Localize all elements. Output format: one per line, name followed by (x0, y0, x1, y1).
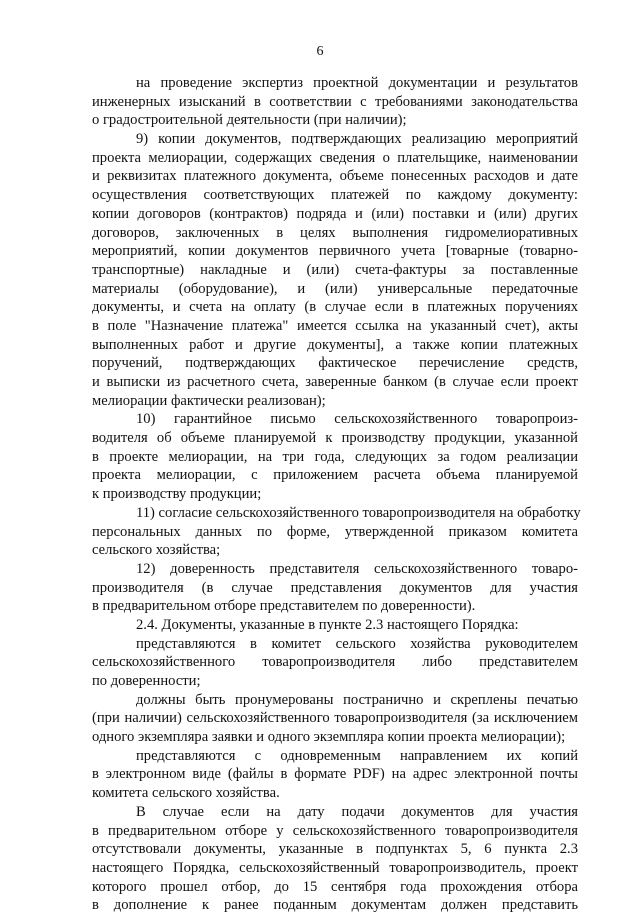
text-line: сельскохозяйственного товаропроизводителя либо представителем (92, 654, 578, 671)
text-line: в электронном виде (файлы в формате PDF) на адрес электронной почты (92, 766, 578, 783)
text-line: и выписки из расчетного счета, заверенные банком (в случае если проект (92, 374, 578, 390)
text-line: по доверенности; (92, 673, 201, 689)
text-line: сельского хозяйства; (92, 542, 221, 559)
text-line: о градостроительной деятельности (при наличии); (92, 112, 407, 129)
text-line: одного экземпляра заявки и одного экземпляра копии проекта мелиорации); (92, 729, 566, 746)
text-line: 2.4. Документы, указанные в пункте 2.3 настоящего Порядка: (136, 616, 519, 633)
text-line: которого прошел отбор, до 15 сентября года прохождения отбора (92, 878, 578, 895)
text-line: (при наличии) сельскохозяйственного товаропроизводителя (за исключением (92, 710, 578, 727)
text-line: проекта мелиорации, содержащих сведения о плательщике, наименовании (92, 149, 578, 166)
text-line: представляются в комитет сельского хозяйства руководителем (136, 635, 578, 652)
text-line: и реквизитах платежного документа, объеме понесенных расходов и дате (92, 168, 578, 185)
text-line: к производству продукции; (92, 486, 262, 503)
text-line: производителя (в случае представления документов для участия (92, 579, 578, 596)
text-line: персональных данных по форме, утвержденной приказом комитета (92, 523, 578, 540)
text-line: мелиорации фактически реализован); (92, 392, 326, 409)
body-text (92, 74, 581, 915)
page-number: 6 (316, 44, 324, 59)
text-line: представляются с одновременным направлением их копий (136, 747, 578, 764)
text-line: проекта мелиорации, с приложением расчета объема планируемой (92, 467, 578, 484)
text-line: выполненных работ и другие документы], а также копии платежных (92, 336, 578, 353)
text-line: 11) согласие сельскохозяйственного товаропроизводителя на обработку (136, 504, 581, 521)
text-line: 9) копии документов, подтверждающих реализацию мероприятий (136, 131, 578, 148)
text-line: в поле "Назначение платежа" имеется ссылка на указанный счет), акты (92, 317, 578, 334)
text-line: документы, и счета на оплату (в случае если в платежных поручениях (92, 299, 578, 316)
text-line: мероприятий, копии документов первичного учета [товарные (товарно- (92, 243, 578, 260)
text-line: В случае если на дату подачи документов для участия (136, 803, 578, 820)
text-line: 10) гарантийное письмо сельскохозяйственного товаропроиз- (136, 411, 578, 428)
text-line: поручений, подтверждающих фактическое перечисление средств, (92, 355, 578, 372)
text-line: инженерных изысканий в соответствии с требованиями законодательства (92, 93, 578, 110)
text-line: отсутствовали документы, указанные в подпунктах 5, 6 пункта 2.3 (92, 841, 578, 858)
text-line: копии договоров (контрактов) подряда и (или) поставки и (или) других (92, 205, 578, 222)
text-line: материалы (оборудование), и (или) универсальные передаточные (92, 280, 578, 297)
text-line: в проекте мелиорации, на три года, следующих за годом реализации (92, 448, 578, 465)
text-line: осуществления соответствующих платежей по каждому документу: (92, 187, 578, 204)
text-line: в предварительном отборе у сельскохозяйственного товаропроизводителя (92, 822, 578, 839)
text-line: комитета сельского хозяйства. (92, 785, 280, 802)
text-line: водителя об объеме планируемой к производству продукции, указанной (92, 430, 578, 447)
text-line: в дополнение к ранее поданным документам должен представить (92, 897, 578, 914)
text-line: на проведение экспертиз проектной документации и результатов (136, 75, 578, 91)
text-line: транспортные) накладные и (или) счета-фактуры за поставленные (92, 261, 578, 278)
text-line: в предварительном отборе представителем по доверенности). (92, 598, 476, 615)
text-line: настоящего Порядка, сельскохозяйственный товаропроизводитель, проект (92, 859, 578, 876)
text-line: договоров, заключенных в целях выполнения гидромелиоративных (92, 224, 578, 241)
text-line: должны быть пронумерованы постранично и скреплены печатью (136, 691, 578, 708)
text-line: 12) доверенность представителя сельскохозяйственного товаро- (136, 560, 578, 577)
